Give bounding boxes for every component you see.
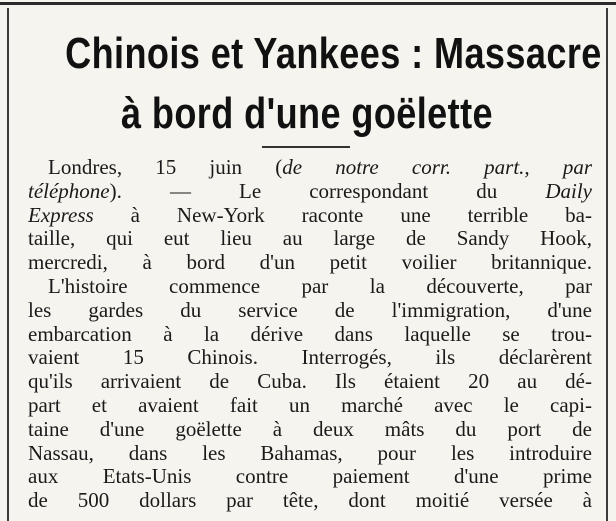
headline-divider bbox=[262, 146, 350, 148]
headline-line-2: à bord d'une goëlette bbox=[120, 89, 493, 138]
italic-text: Daily bbox=[545, 178, 592, 203]
text-run: qu'ils arrivaient de Cuba. Ils étaient 20 au dé- bbox=[28, 369, 592, 394]
text-run: les gardes du service de l'immigration, d'une bbox=[28, 297, 592, 322]
headline-line-1: Chinois et Yankees : Massacre bbox=[65, 29, 602, 78]
article-line bbox=[28, 204, 592, 228]
italic-text: Express bbox=[28, 202, 94, 227]
article-line bbox=[28, 323, 592, 347]
text-run: ). — Le correspondant du bbox=[109, 178, 546, 203]
article-body bbox=[28, 156, 592, 513]
text-run: embarcation à la dérive dans laquelle se trou- bbox=[28, 321, 592, 346]
article-line bbox=[28, 275, 592, 299]
article-line bbox=[28, 370, 592, 394]
article-line bbox=[28, 251, 592, 275]
article-line bbox=[28, 465, 592, 489]
article-line bbox=[28, 418, 592, 442]
italic-text: de notre corr. part., par bbox=[282, 155, 592, 179]
text-run: taille, qui eut lieu au large de Sandy Hook, bbox=[28, 226, 592, 251]
text-run: de 500 dollars par tête, dont moitié versée à bbox=[28, 488, 592, 513]
italic-text: téléphone bbox=[28, 178, 110, 203]
text-run: aux Etats-Unis contre paiement d'une prime bbox=[28, 464, 592, 489]
right-column-rule bbox=[606, 8, 608, 521]
text-run: vaient 15 Chinois. Interrogés, ils déclarèrent bbox=[28, 345, 592, 370]
text-run: part et avaient fait un marché avec le capi- bbox=[28, 392, 592, 417]
article-line bbox=[28, 299, 592, 323]
article-line bbox=[28, 227, 592, 251]
top-border-rule bbox=[0, 2, 616, 5]
text-run: Nassau, dans les Bahamas, pour les introduire bbox=[28, 440, 592, 465]
text-run: Londres, 15 juin ( bbox=[48, 155, 283, 179]
headline bbox=[65, 24, 602, 144]
text-run: L'histoire commence par la découverte, par bbox=[48, 273, 592, 298]
article-line bbox=[28, 180, 592, 204]
article-line bbox=[28, 442, 592, 466]
text-run: mercredi, à bord d'un petit voilier britannique. bbox=[28, 250, 592, 275]
article-line bbox=[28, 156, 592, 180]
article-line bbox=[28, 394, 592, 418]
left-column-rule bbox=[7, 8, 9, 521]
article-line bbox=[28, 346, 592, 370]
text-run: taine d'une goëlette à deux mâts du port de bbox=[28, 416, 592, 441]
text-run: à New-York raconte une terrible ba- bbox=[93, 202, 592, 227]
article-line bbox=[28, 489, 592, 513]
